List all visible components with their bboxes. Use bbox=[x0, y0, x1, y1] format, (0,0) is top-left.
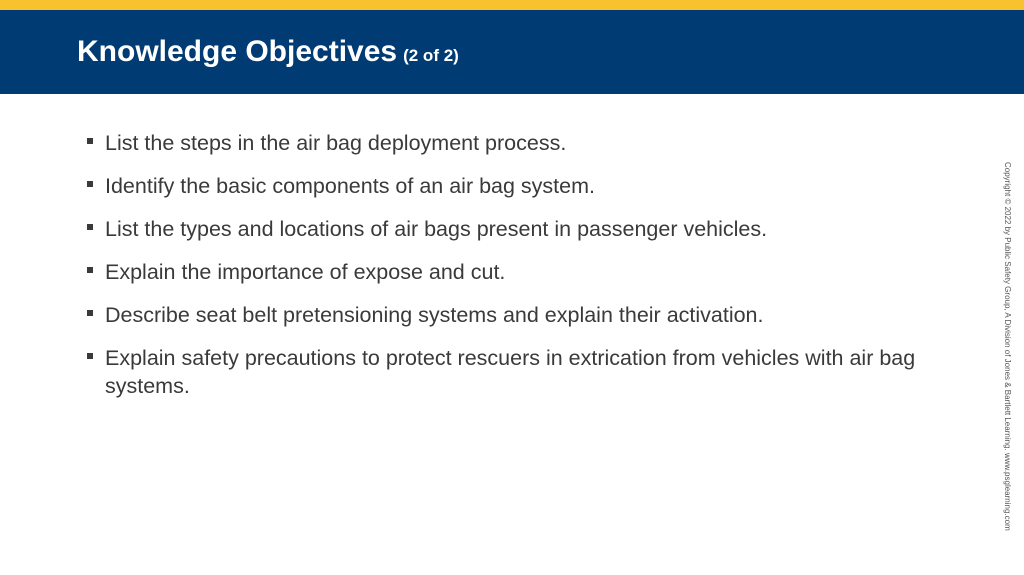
objective-text: List the steps in the air bag deployment process. bbox=[105, 131, 567, 155]
square-bullet-icon bbox=[87, 267, 93, 273]
square-bullet-icon bbox=[87, 138, 93, 144]
objective-text: List the types and locations of air bags present in passenger vehicles. bbox=[105, 217, 768, 241]
objective-text: Identify the basic components of an air bag system. bbox=[105, 174, 595, 198]
slide-title-page-indicator: (2 of 2) bbox=[403, 46, 459, 65]
square-bullet-icon bbox=[87, 181, 93, 187]
square-bullet-icon bbox=[87, 224, 93, 230]
objective-text: Explain safety precautions to protect rescuers in extrication from vehicles with air bag systems. bbox=[105, 346, 916, 398]
objective-text: Describe seat belt pretensioning systems and explain their activation. bbox=[105, 303, 764, 327]
objective-item bbox=[86, 301, 926, 329]
square-bullet-icon bbox=[87, 310, 93, 316]
objectives-list bbox=[86, 129, 926, 415]
square-bullet-icon bbox=[87, 353, 93, 359]
objective-item bbox=[86, 215, 926, 243]
objective-item bbox=[86, 129, 926, 157]
copyright-notice: Copyright © 2022 by Public Safety Group, A Division of Jones & Bartlett Learning. www.psglearning.com bbox=[1003, 162, 1012, 531]
slide-title-text: Knowledge Objectives bbox=[77, 35, 398, 68]
slide-title bbox=[77, 34, 459, 74]
objective-text: Explain the importance of expose and cut. bbox=[105, 260, 506, 284]
objective-item bbox=[86, 344, 926, 400]
objective-item bbox=[86, 258, 926, 286]
top-accent-stripe bbox=[0, 0, 1024, 10]
objective-item bbox=[86, 172, 926, 200]
